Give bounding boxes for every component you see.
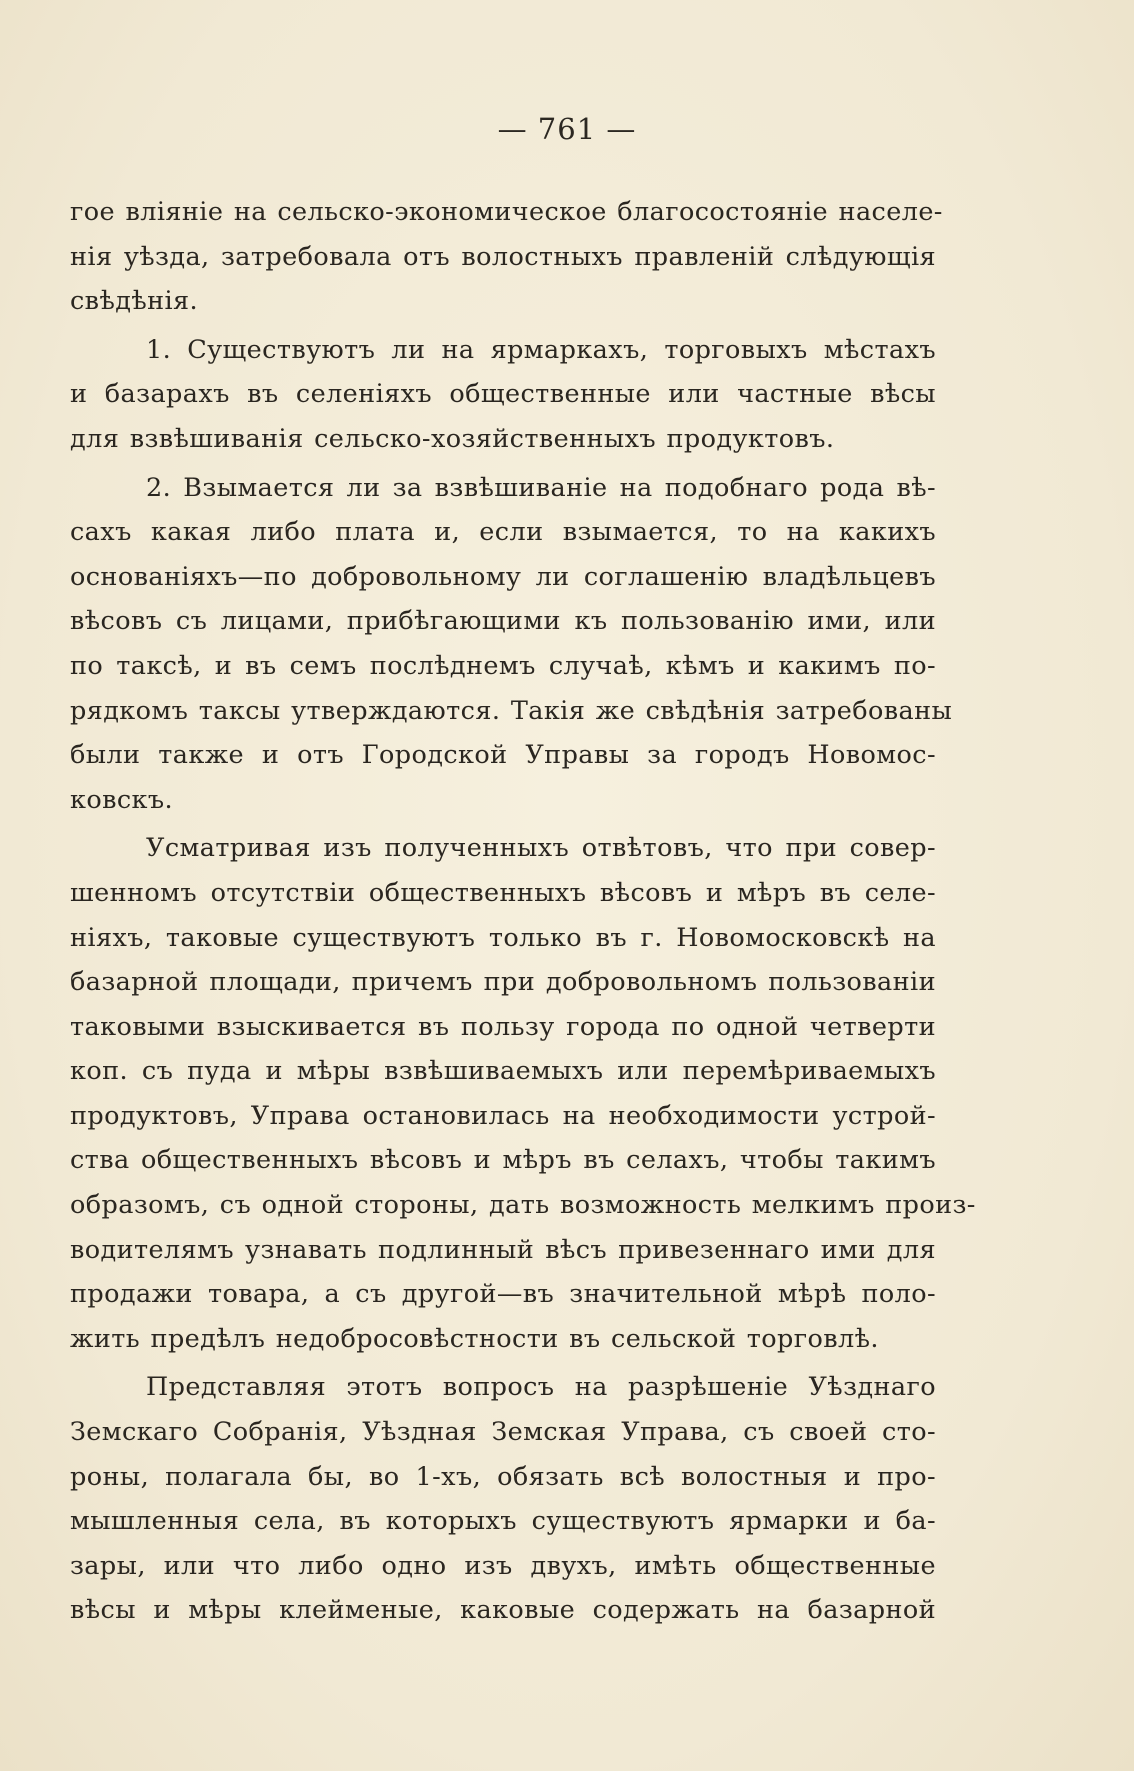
text-line: ства общественныхъ вѣсовъ и мѣръ въ селахъ, чтобы такимъ (70, 1145, 936, 1176)
text-line: вѣсовъ съ лицами, прибѣгающими къ пользованію ими, или (70, 606, 936, 637)
text-line: роны, полагала бы, во 1-хъ, обязать всѣ волостныя и про- (70, 1461, 936, 1492)
text-line: продажи товара, а съ другой—въ значительной мѣрѣ поло- (70, 1279, 936, 1310)
text-line: жить предѣлъ недобросовѣстности въ сельской торговлѣ. (70, 1323, 879, 1354)
text-line: ніяхъ, таковые существуютъ только въ г. Новомосковскѣ на (70, 922, 936, 953)
text-line: таковыми взыскивается въ пользу города по одной четверти (70, 1011, 936, 1042)
text-line: продуктовъ, Управа остановилась на необходимости устрой- (70, 1100, 936, 1131)
text-line: водителямъ узнавать подлинный вѣсъ привезеннаго ими для (70, 1234, 936, 1265)
text-line: гое вліяніе на сельско-экономическое благосостояніе населе- (70, 197, 943, 227)
text-line: рядкомъ таксы утверждаются. Такія же свѣдѣнія затребованы (70, 695, 953, 726)
text-line: были также и отъ Городской Управы за городъ Новомос- (70, 740, 936, 771)
text-line: вѣсы и мѣры клейменые, каковые содержать на базарной (70, 1595, 936, 1626)
text-line: мышленныя села, въ которыхъ существуютъ ярмарки и ба- (70, 1506, 936, 1537)
text-line: 2. Взымается ли за взвѣшиваніе на подобнаго рода вѣ- (146, 472, 936, 503)
text-line: и базарахъ въ селеніяхъ общественные или частные вѣсы (70, 379, 936, 410)
text-line: базарной площади, причемъ при добровольномъ пользованіи (70, 967, 936, 998)
text-line: по таксѣ, и въ семъ послѣднемъ случаѣ, кѣмъ и какимъ по- (70, 650, 936, 681)
text-line: Земскаго Собранія, Уѣздная Земская Управа, съ своей сто- (70, 1417, 936, 1448)
text-line: ковскъ. (70, 784, 173, 815)
body-text (70, 190, 976, 1633)
text-line: зары, или что либо одно изъ двухъ, имѣть общественные (70, 1550, 936, 1581)
text-line: нія уѣзда, затребовала отъ волостныхъ правленій слѣдующія (70, 241, 936, 272)
text-line: для взвѣшиванія сельско-хозяйственныхъ продуктовъ. (70, 423, 835, 454)
text-line: шенномъ отсутствіи общественныхъ вѣсовъ и мѣръ въ селе- (70, 877, 936, 908)
text-line: образомъ, съ одной стороны, дать возможность мелкимъ произ- (70, 1190, 976, 1221)
text-line: Усматривая изъ полученныхъ отвѣтовъ, что при совер- (146, 833, 936, 864)
text-line: 1. Существуютъ ли на ярмаркахъ, торговыхъ мѣстахъ (146, 334, 936, 365)
text-line: свѣдѣнія. (70, 286, 199, 317)
text-line: Представляя этотъ вопросъ на разрѣшеніе Уѣзднаго (146, 1372, 936, 1403)
text-line: основаніяхъ—по добровольному ли соглашенію владѣльцевъ (70, 561, 936, 592)
text-line: коп. съ пуда и мѣры взвѣшиваемыхъ или перемѣриваемыхъ (70, 1056, 936, 1087)
page-number: — 761 — (497, 112, 637, 146)
text-line: сахъ какая либо плата и, если взымается, то на какихъ (70, 517, 936, 548)
